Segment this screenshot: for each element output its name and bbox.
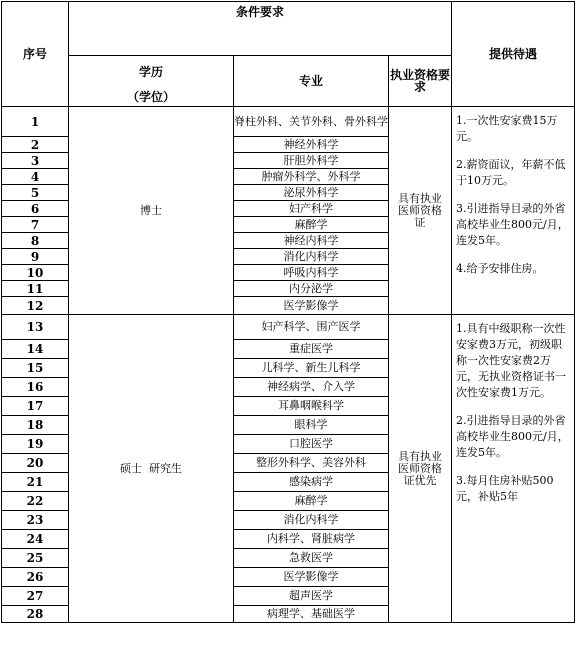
major-cell: 超声医学 — [234, 587, 389, 606]
major-cell: 消化内科学 — [234, 249, 389, 265]
major-cell: 神经内科学 — [234, 233, 389, 249]
row-number: 1 — [2, 107, 69, 137]
table-row — [2, 107, 575, 137]
row-number: 18 — [2, 416, 69, 435]
benefit-item: 1.具有中级职称一次性安家费3万元，初级职称一次性安家费2万元，无执业资格证书一次性安家费1万元。 — [456, 322, 567, 399]
header-seq: 序号 — [2, 2, 69, 107]
major-cell: 呼吸内科学 — [234, 265, 389, 281]
table-row — [2, 315, 575, 340]
major-cell: 神经病学、介入学 — [234, 378, 389, 397]
row-number: 24 — [2, 530, 69, 549]
row-number: 19 — [2, 435, 69, 454]
major-cell: 眼科学 — [234, 416, 389, 435]
major-cell: 泌尿外科学 — [234, 185, 389, 201]
major-cell: 内科学、肾脏病学 — [234, 530, 389, 549]
row-number: 15 — [2, 359, 69, 378]
major-cell: 妇产科学、围产医学 — [234, 315, 389, 340]
row-number: 28 — [2, 606, 69, 623]
requirements-table — [1, 1, 575, 623]
row-number: 6 — [2, 201, 69, 217]
education-cell: 博士 — [69, 107, 234, 315]
row-number: 11 — [2, 281, 69, 297]
benefit-item: 3.每月住房补贴500元，补贴5年 — [456, 474, 554, 503]
major-cell: 肿瘤外科学、外科学 — [234, 169, 389, 185]
row-number: 14 — [2, 340, 69, 359]
row-number: 22 — [2, 492, 69, 511]
header-education: 学历 — [69, 56, 234, 88]
header-major: 专业 — [234, 56, 389, 107]
major-cell: 重症医学 — [234, 340, 389, 359]
major-cell: 消化内科学 — [234, 511, 389, 530]
header-conditions: 条件要求 — [69, 2, 452, 56]
benefit-item: 2.引进指导目录的外省高校毕业生800元/月，连发5年。 — [456, 414, 569, 459]
benefit-item: 2.薪资面议，年薪不低于10万元。 — [456, 158, 566, 187]
row-number: 27 — [2, 587, 69, 606]
major-cell: 神经外科学 — [234, 137, 389, 153]
major-cell: 病理学、基础医学 — [234, 606, 389, 623]
benefit-item: 3.引进指导目录的外省高校毕业生800元/月，连发5年。 — [456, 202, 569, 247]
row-number: 13 — [2, 315, 69, 340]
row-number: 16 — [2, 378, 69, 397]
major-cell: 儿科学、新生儿科学 — [234, 359, 389, 378]
benefits-cell — [452, 315, 575, 623]
row-number: 23 — [2, 511, 69, 530]
major-cell: 医学影像学 — [234, 297, 389, 315]
major-cell: 肝胆外科学 — [234, 153, 389, 169]
major-cell: 急救医学 — [234, 549, 389, 568]
benefits-cell — [452, 107, 575, 315]
major-cell: 麻醉学 — [234, 492, 389, 511]
row-number: 3 — [2, 153, 69, 169]
row-number: 21 — [2, 473, 69, 492]
major-cell: 整形外科学、美容外科 — [234, 454, 389, 473]
header-degree: （学位） — [69, 88, 234, 107]
row-number: 7 — [2, 217, 69, 233]
row-number: 25 — [2, 549, 69, 568]
row-number: 9 — [2, 249, 69, 265]
benefit-item: 4.给予安排住房。 — [456, 262, 544, 275]
row-number: 20 — [2, 454, 69, 473]
major-cell: 麻醉学 — [234, 217, 389, 233]
row-number: 5 — [2, 185, 69, 201]
header-benefits: 提供待遇 — [452, 2, 575, 107]
row-number: 12 — [2, 297, 69, 315]
major-cell: 感染病学 — [234, 473, 389, 492]
qualification-cell: 具有执业医师资格证 — [389, 107, 452, 315]
row-number: 2 — [2, 137, 69, 153]
header-qualification: 执业资格要求 — [389, 56, 452, 107]
benefit-item: 1.一次性安家费15万元。 — [456, 114, 558, 143]
education-cell: 硕士 研究生 — [69, 315, 234, 623]
row-number: 17 — [2, 397, 69, 416]
row-number: 8 — [2, 233, 69, 249]
major-cell: 内分泌学 — [234, 281, 389, 297]
qualification-cell: 具有执业医师资格证优先 — [389, 315, 452, 623]
major-cell: 口腔医学 — [234, 435, 389, 454]
major-cell: 脊柱外科、关节外科、骨外科学 — [234, 107, 389, 137]
major-cell: 医学影像学 — [234, 568, 389, 587]
row-number: 26 — [2, 568, 69, 587]
major-cell: 耳鼻咽喉科学 — [234, 397, 389, 416]
row-number: 4 — [2, 169, 69, 185]
table-body — [2, 107, 575, 623]
major-cell: 妇产科学 — [234, 201, 389, 217]
row-number: 10 — [2, 265, 69, 281]
